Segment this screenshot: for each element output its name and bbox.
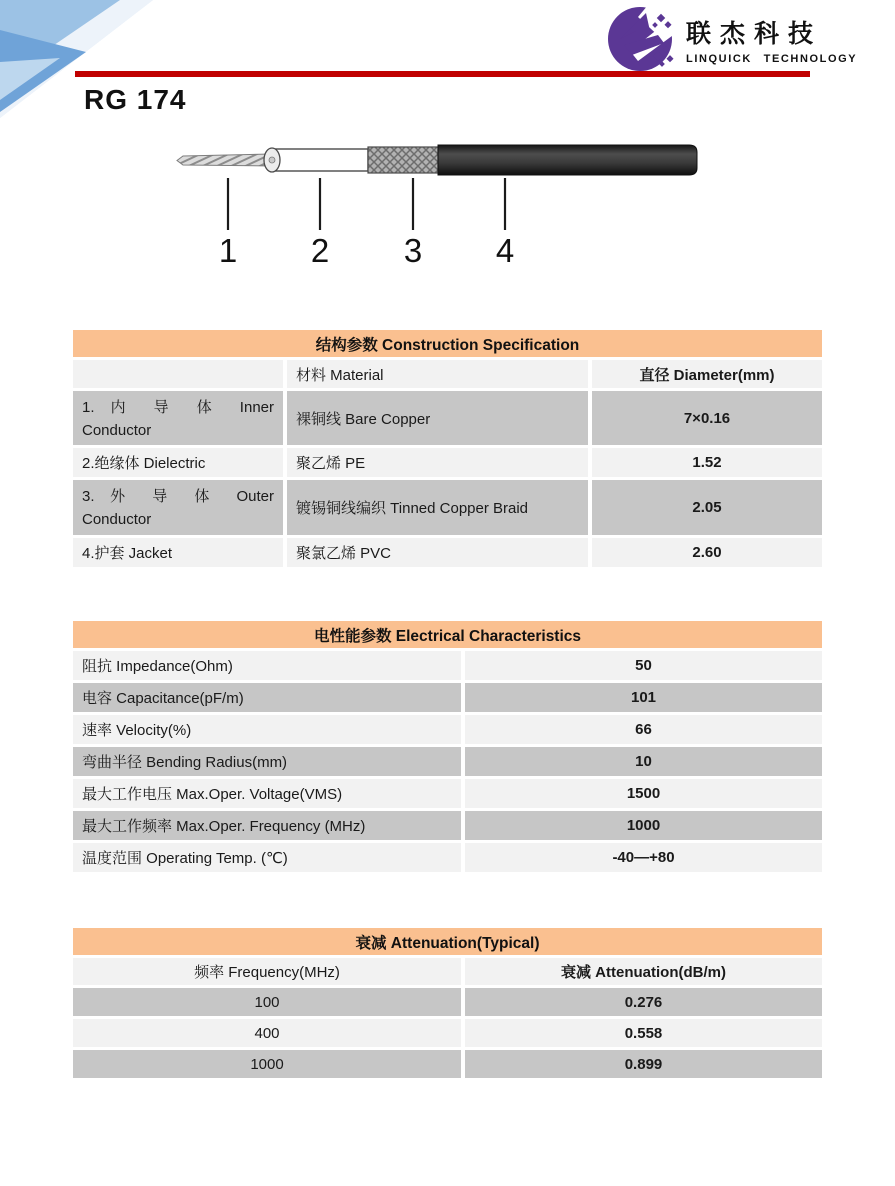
frequency-cell: 1000 bbox=[73, 1050, 461, 1078]
col-header-frequency: 频率 Frequency(MHz) bbox=[73, 958, 461, 985]
frequency-cell: 400 bbox=[73, 1019, 461, 1047]
spec-value: 50 bbox=[465, 651, 822, 680]
spec-value: 1000 bbox=[465, 811, 822, 840]
attenuation-cell: 0.276 bbox=[465, 988, 822, 1016]
spec-value: 66 bbox=[465, 715, 822, 744]
table-row bbox=[73, 448, 822, 477]
electrical-table bbox=[73, 621, 822, 872]
header-divider bbox=[75, 71, 810, 77]
diameter-cell: 2.05 bbox=[592, 480, 822, 535]
col-header-diameter: 直径 Diameter(mm) bbox=[592, 360, 822, 388]
diameter-cell: 7×0.16 bbox=[592, 391, 822, 445]
col-header-material: 材料 Material bbox=[287, 360, 588, 388]
material-cell: 聚乙烯 PE bbox=[287, 448, 588, 477]
attenuation-cell: 0.558 bbox=[465, 1019, 822, 1047]
material-cell: 裸铜线 Bare Copper bbox=[287, 391, 588, 445]
empty-header-cell bbox=[73, 360, 283, 388]
table-row bbox=[73, 811, 822, 840]
table-row bbox=[73, 843, 822, 872]
cable-diagram bbox=[150, 130, 710, 270]
spec-label: 阻抗 Impedance(Ohm) bbox=[73, 651, 461, 680]
table-row bbox=[73, 779, 822, 808]
spec-label: 电容 Capacitance(pF/m) bbox=[73, 683, 461, 712]
part-number-label: 4 bbox=[495, 232, 515, 269]
col-header-attenuation: 衰减 Attenuation(dB/m) bbox=[465, 958, 822, 985]
table-row bbox=[73, 958, 822, 985]
spec-value: 10 bbox=[465, 747, 822, 776]
table-row bbox=[73, 538, 822, 567]
part-number-label: 3 bbox=[403, 232, 423, 269]
table-row bbox=[73, 715, 822, 744]
spec-label: 速率 Velocity(%) bbox=[73, 715, 461, 744]
spec-value: 101 bbox=[465, 683, 822, 712]
leader-lines bbox=[228, 178, 505, 230]
table-row bbox=[73, 1019, 822, 1047]
diameter-cell: 1.52 bbox=[592, 448, 822, 477]
electrical-table-title: 电性能参数 Electrical Characteristics bbox=[73, 621, 822, 648]
part-number-label: 1 bbox=[218, 232, 238, 269]
attenuation-table bbox=[73, 928, 822, 1078]
company-name-en: LINQUICK TECHNOLOGY bbox=[686, 52, 858, 65]
attenuation-table-title: 衰减 Attenuation(Typical) bbox=[73, 928, 822, 955]
spec-label: 最大工作频率 Max.Oper. Frequency (MHz) bbox=[73, 811, 461, 840]
part-number-label: 2 bbox=[310, 232, 330, 269]
spec-label: 最大工作电压 Max.Oper. Voltage(VMS) bbox=[73, 779, 461, 808]
dielectric bbox=[272, 149, 368, 171]
spec-value: 1500 bbox=[465, 779, 822, 808]
spec-label: 温度范围 Operating Temp. (℃) bbox=[73, 843, 461, 872]
braid bbox=[368, 147, 438, 173]
table-row bbox=[73, 747, 822, 776]
table-row bbox=[73, 651, 822, 680]
row-label: 4.护套 Jacket bbox=[73, 538, 283, 567]
table-row bbox=[73, 988, 822, 1016]
row-label: 3. 外 导 体 Outer Conductor bbox=[73, 480, 283, 535]
bare-wire bbox=[177, 154, 272, 166]
spec-label: 弯曲半径 Bending Radius(mm) bbox=[73, 747, 461, 776]
attenuation-cell: 0.899 bbox=[465, 1050, 822, 1078]
company-logo-icon bbox=[606, 5, 678, 73]
page-title: RG 174 bbox=[84, 84, 187, 115]
jacket bbox=[438, 145, 697, 175]
table-row bbox=[73, 480, 822, 535]
company-logo bbox=[606, 5, 857, 73]
material-cell: 镀锡铜线编织 Tinned Copper Braid bbox=[287, 480, 588, 535]
table-row bbox=[73, 1050, 822, 1078]
row-label: 1. 内 导 体 Inner Conductor bbox=[73, 391, 283, 445]
construction-table bbox=[73, 330, 822, 567]
table-row bbox=[73, 683, 822, 712]
table-row bbox=[73, 391, 822, 445]
construction-table-title: 结构参数 Construction Specification bbox=[73, 330, 822, 357]
company-name-cn: 联杰科技 bbox=[686, 19, 823, 48]
spec-value: -40—+80 bbox=[465, 843, 822, 872]
row-label: 2.绝缘体 Dielectric bbox=[73, 448, 283, 477]
material-cell: 聚氯乙烯 PVC bbox=[287, 538, 588, 567]
frequency-cell: 100 bbox=[73, 988, 461, 1016]
diameter-cell: 2.60 bbox=[592, 538, 822, 567]
table-row bbox=[73, 360, 822, 388]
